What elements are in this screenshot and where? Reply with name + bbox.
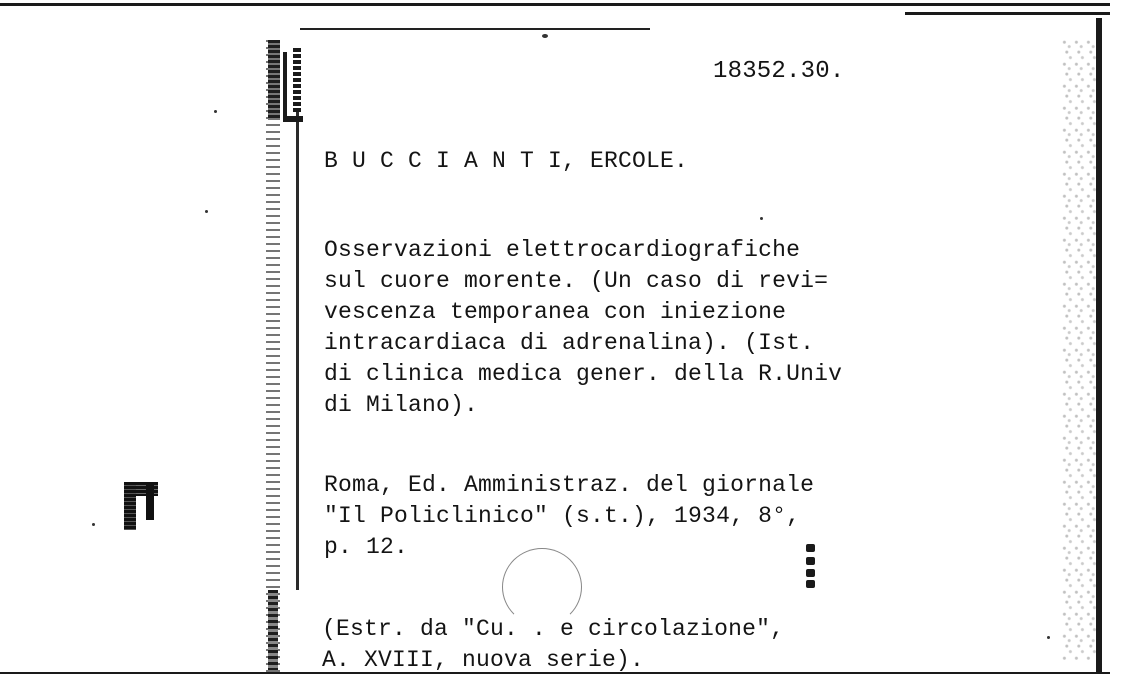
speck [214,110,217,113]
margin-strip [266,40,280,675]
speck [760,217,763,220]
title-line: di clinica medica gener. della R.Univ [324,361,843,387]
imprint-line: Roma, Ed. Amministraz. del giornale [324,472,815,498]
stamp-mark [118,478,158,532]
title-line: di Milano). [324,392,479,418]
imprint-block [324,470,814,563]
note-line: A. XVIII, nuova serie). [322,647,645,673]
speck [205,210,208,213]
top-rule [0,3,1110,6]
title-line: vescenza temporanea con iniezione [324,299,787,325]
accession-number: 18352.30. [713,58,845,85]
right-border-rule [1096,18,1102,673]
note-line: (Estr. da "Cu. . e circolazione", [322,616,785,642]
title-line: intracardiaca di adrenalina). (Ist. [324,330,815,356]
author-heading: B U C C I A N T I, ERCOLE. [324,148,689,174]
title-block [324,235,842,421]
speck [92,523,95,526]
imprint-line: "Il Policlinico" (s.t.), 1934, 8°, [324,503,801,529]
speck [542,34,548,38]
imprint-line: p. 12. [324,534,409,560]
card-top-edge [300,28,650,30]
margin-strip-bottom [268,590,278,670]
title-line: Osservazioni elettrocardiografiche [324,237,801,263]
clip-mark-stub [293,48,301,112]
margin-strip-top [268,40,280,120]
speck [1047,636,1050,639]
title-line: sul cuore morente. (Un caso di revi= [324,268,829,294]
note-block [322,614,784,676]
top-rule-right [905,12,1110,15]
card-left-edge [296,50,299,590]
